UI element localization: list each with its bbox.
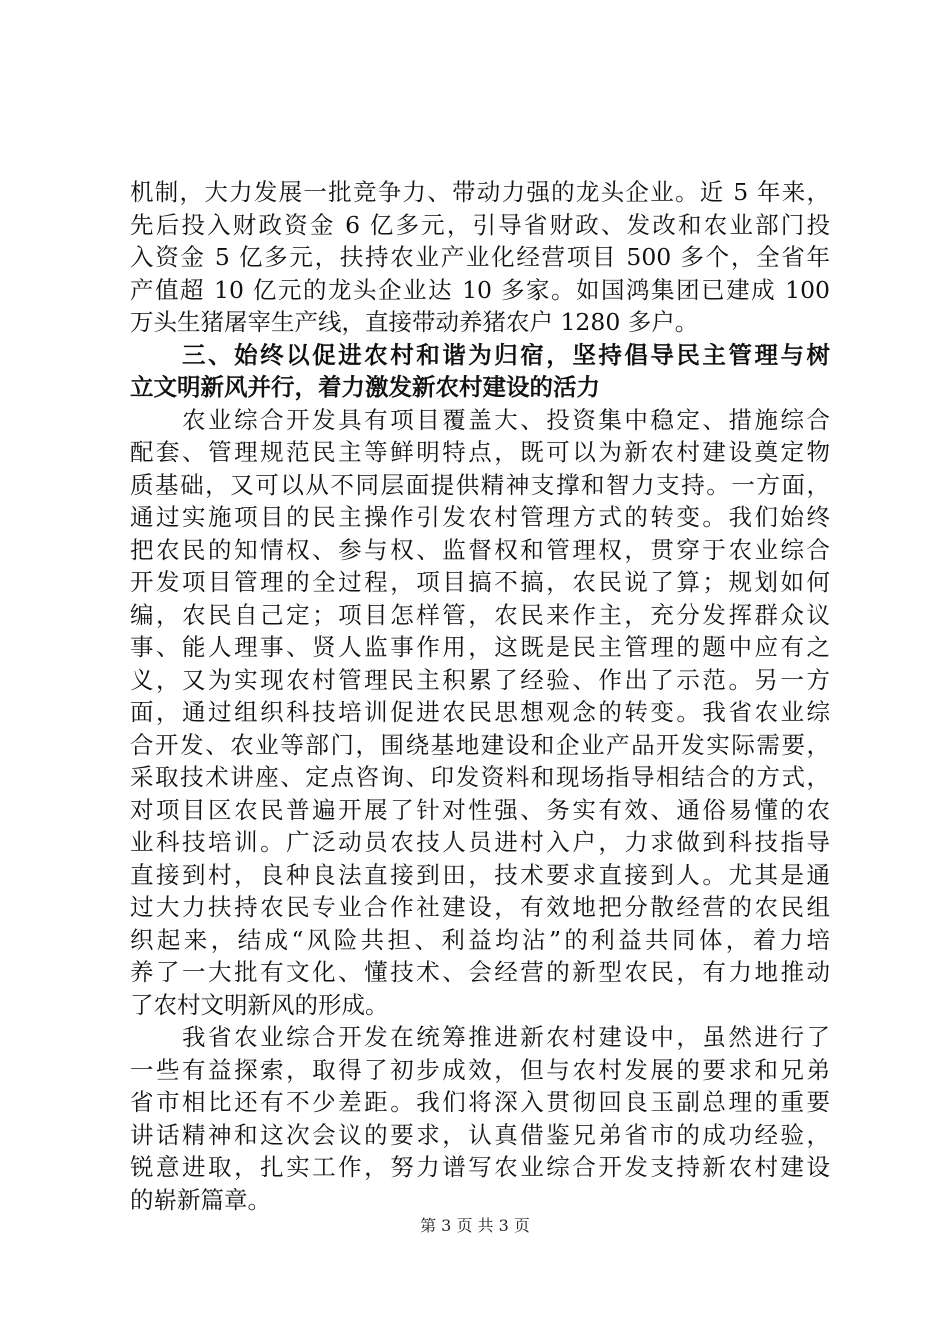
body-paragraph <box>130 1021 830 1216</box>
document-body <box>130 176 830 1216</box>
paragraph-line: 一些有益探索，取得了初步成效，但与农村发展的要求和兄弟 <box>130 1055 830 1084</box>
paragraph-line: 的崭新篇章。 <box>130 1185 271 1214</box>
paragraph-line: 机制，大力发展一批竞争力、带动力强的龙头企业。近 5 年来， <box>130 178 830 206</box>
paragraph-line: 对项目区农民普遍开展了针对性强、务实有效、通俗易懂的农 <box>130 795 830 824</box>
paragraph-line: 面，通过组织科技培训促进农民思想观念的转变。我省农业综 <box>130 698 830 726</box>
paragraph-line: 义，又为实现农村管理民主积累了经验、作出了示范。另一方 <box>130 665 830 694</box>
paragraph-line: 先后投入财政资金 6 亿多元，引导省财政、发改和农业部门投 <box>130 210 830 239</box>
paragraph-line: 产值超 10 亿元的龙头企业达 10 多家。如国鸿集团已建成 100 <box>130 275 830 304</box>
section-heading <box>130 339 830 404</box>
paragraph-line: 质基础，又可以从不同层面提供精神支撑和智力支持。一方面， <box>130 470 830 499</box>
paragraph-line: 通过实施项目的民主操作引发农村管理方式的转变。我们始终 <box>130 503 830 531</box>
paragraph-line: 事、能人理事、贤人监事作用，这既是民主管理的题中应有之 <box>130 633 830 661</box>
paragraph-line: 开发项目管理的全过程，项目搞不搞，农民说了算；规划如何 <box>130 568 830 596</box>
body-paragraph <box>130 176 830 339</box>
paragraph-line: 配套、管理规范民主等鲜明特点，既可以为新农村建设奠定物 <box>130 438 830 466</box>
paragraph-line: 直接到村，良种良法直接到田，技术要求直接到人。尤其是通 <box>130 860 830 889</box>
paragraph-line: 采取技术讲座、定点咨询、印发资料和现场指导相结合的方式， <box>130 763 830 791</box>
paragraph-line: 织起来，结成“风险共担、利益均沾”的利益共同体，着力培 <box>130 925 830 954</box>
page-footer: 第 3 页 共 3 页 <box>420 1216 530 1235</box>
paragraph-line: 省市相比还有不少差距。我们将深入贯彻回良玉副总理的重要 <box>130 1088 830 1116</box>
body-paragraph <box>130 404 830 1022</box>
heading-line: 立文明新风并行，着力激发新农村建设的活力 <box>130 373 600 401</box>
heading-line: 三、始终以促进农村和谐为归宿，坚持倡导民主管理与树 <box>130 340 830 369</box>
paragraph-line: 过大力扶持农民专业合作社建设，有效地把分散经营的农民组 <box>130 893 830 921</box>
paragraph-line: 讲话精神和这次会议的要求，认真借鉴兄弟省市的成功经验， <box>130 1120 830 1149</box>
paragraph-line: 养了一大批有文化、懂技术、会经营的新型农民，有力地推动 <box>130 958 830 986</box>
paragraph-line: 了农村文明新风的形成。 <box>130 990 389 1019</box>
paragraph-line: 把农民的知情权、参与权、监督权和管理权，贯穿于农业综合 <box>130 535 830 564</box>
paragraph-line: 编，农民自己定；项目怎样管，农民来作主，充分发挥群众议 <box>130 600 830 629</box>
paragraph-line: 万头生猪屠宰生产线，直接带动养猪农户 1280 多户。 <box>130 308 699 336</box>
paragraph-line: 农业综合开发具有项目覆盖大、投资集中稳定、措施综合 <box>130 405 830 434</box>
paragraph-line: 我省农业综合开发在统筹推进新农村建设中，虽然进行了 <box>130 1023 830 1051</box>
paragraph-line: 合开发、农业等部门，围绕基地建设和企业产品开发实际需要， <box>130 730 830 759</box>
paragraph-line: 业科技培训。广泛动员农技人员进村入户，力求做到科技指导 <box>130 828 830 856</box>
paragraph-line: 锐意进取，扎实工作，努力谱写农业综合开发支持新农村建设 <box>130 1153 830 1181</box>
paragraph-line: 入资金 5 亿多元，扶持农业产业化经营项目 500 多个，全省年 <box>130 243 830 271</box>
